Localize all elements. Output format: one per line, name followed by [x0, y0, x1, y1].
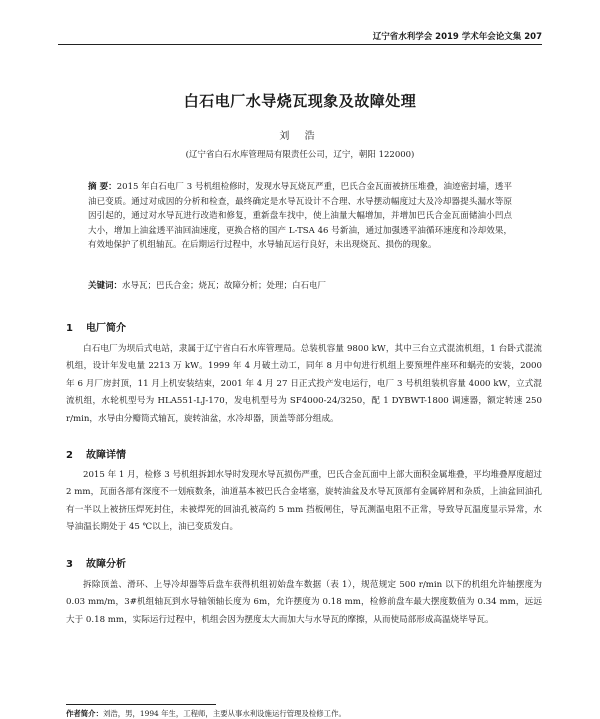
abstract-text: 2015 年白石电厂 3 号机组检修时，发现水导瓦烧瓦严重，巴氏合金瓦面被挤压堆叠，油迹密封墙，透平油已变质。通过对成因的分析和检查，最终确定是水导瓦设计不合理、水导摆动幅度过大及冷却器提头漏水等原因引起的，通过对水导瓦进行改造和修复，重新盘车找中，使上油量大幅增加，并增加巴氏合金瓦面储油小凹点大小，增加上油盆透平油回油速度，更换合格的国产 L-TSA 46 号新油，通过加强透平油循环速度和冷却效果，有效地保护了机组轴瓦。在后期运行过程中，水导轴瓦运行良好，未出现烧瓦、损伤的现象。	[88, 182, 512, 251]
footnote-text: 刘浩，男，1994 年生，工程师，主要从事水利设施运行管理及检修工作。	[102, 709, 346, 718]
section-number: 2	[66, 450, 73, 461]
section-number: 3	[66, 559, 73, 570]
section-heading	[66, 555, 126, 570]
keywords-label: 关键词：	[88, 281, 123, 291]
section-title: 故障分析	[86, 559, 126, 570]
section-body: 拆除顶盖、滑环、上导冷却器等后盘车获得机组初始盘车数据（表 1），规范规定 500 r/min 以下的机组允许轴摆度为 0.03 mm/m，3#机组轴瓦到水导轴领轴长度为 6m，允许摆度为 0.18 mm，检修前盘车最大摆度数值为 0.34 mm，远远大于 0.18 mm，实际运行过程中，机组会因为摆度太大而加大与水导瓦的摩擦，从而使局部形成高温烧毕导瓦。	[66, 580, 542, 625]
paper-title: 白石电厂水导烧瓦现象及故障处理	[183, 92, 417, 110]
section-title: 电厂简介	[86, 323, 126, 334]
section-heading	[66, 319, 126, 334]
section-title: 故障详情	[86, 450, 126, 461]
author-name: 刘 浩	[279, 131, 321, 142]
abstract-label: 摘 要：	[88, 182, 117, 192]
author-affiliation: (辽宁省白石水库管理局有限责任公司，辽宁，朝阳 122000)	[185, 150, 415, 160]
footnote-label: 作者简介：	[66, 709, 103, 718]
section-body: 白石电厂为坝后式电站，隶属于辽宁省白石水库管理局。总装机容量 9800 kW，其中三台立式混流机组，1 台卧式混流机组，设计年发电量 2213 万 kW。1999 年 4 月破土动工，同年 8 月中旬进行机组上要预埋件座环和蜗壳的安装，2000 年 6 月厂房封顶，11 月上机安装结束，2001 年 4 月 27 日正式投产发电运行，电厂 3 号机组装机容量 4000 kW，立式混流机组，水轮机型号为 HLA551-LJ-170，发电机型号为 SF4000-24/3250，配 1 DYBWT-1800 调速器，额定转速 250 r/min，水导由分瓣筒式轴瓦，旋转油盆，水冷却器，顶盖等部分组成。	[66, 344, 542, 424]
abstract	[88, 180, 512, 253]
keywords	[88, 279, 512, 291]
section-heading	[66, 446, 126, 461]
running-head-text: 辽宁省水利学会 2019 学术年会论文集 207	[372, 32, 542, 42]
section-number: 1	[66, 323, 73, 334]
running-header	[58, 30, 542, 45]
keywords-text: 水导瓦；巴氏合金；烧瓦；故障分析；处理；白石电厂	[122, 281, 327, 291]
section-body: 2015 年 1 月，检修 3 号机组拆卸水导时发现水导瓦损伤严重，巴氏合金瓦面中上部大面积金属堆叠，平均堆叠厚度超过 2 mm，瓦面各部有深度不一划痕数条，油道基本被巴氏合金堵塞，旋转油盆及水导瓦顶部有金属碎屑和杂质，上油盆回油孔有一半以上被挤压焊死封住，未被焊死的回油孔被高约 5 mm 挡板闸住，导瓦测温电阻不正常，导致导瓦温度显示异常，水导油温长期处于 45 ℃以上，油已变质发白。	[66, 470, 542, 533]
footnote-divider	[66, 704, 216, 705]
